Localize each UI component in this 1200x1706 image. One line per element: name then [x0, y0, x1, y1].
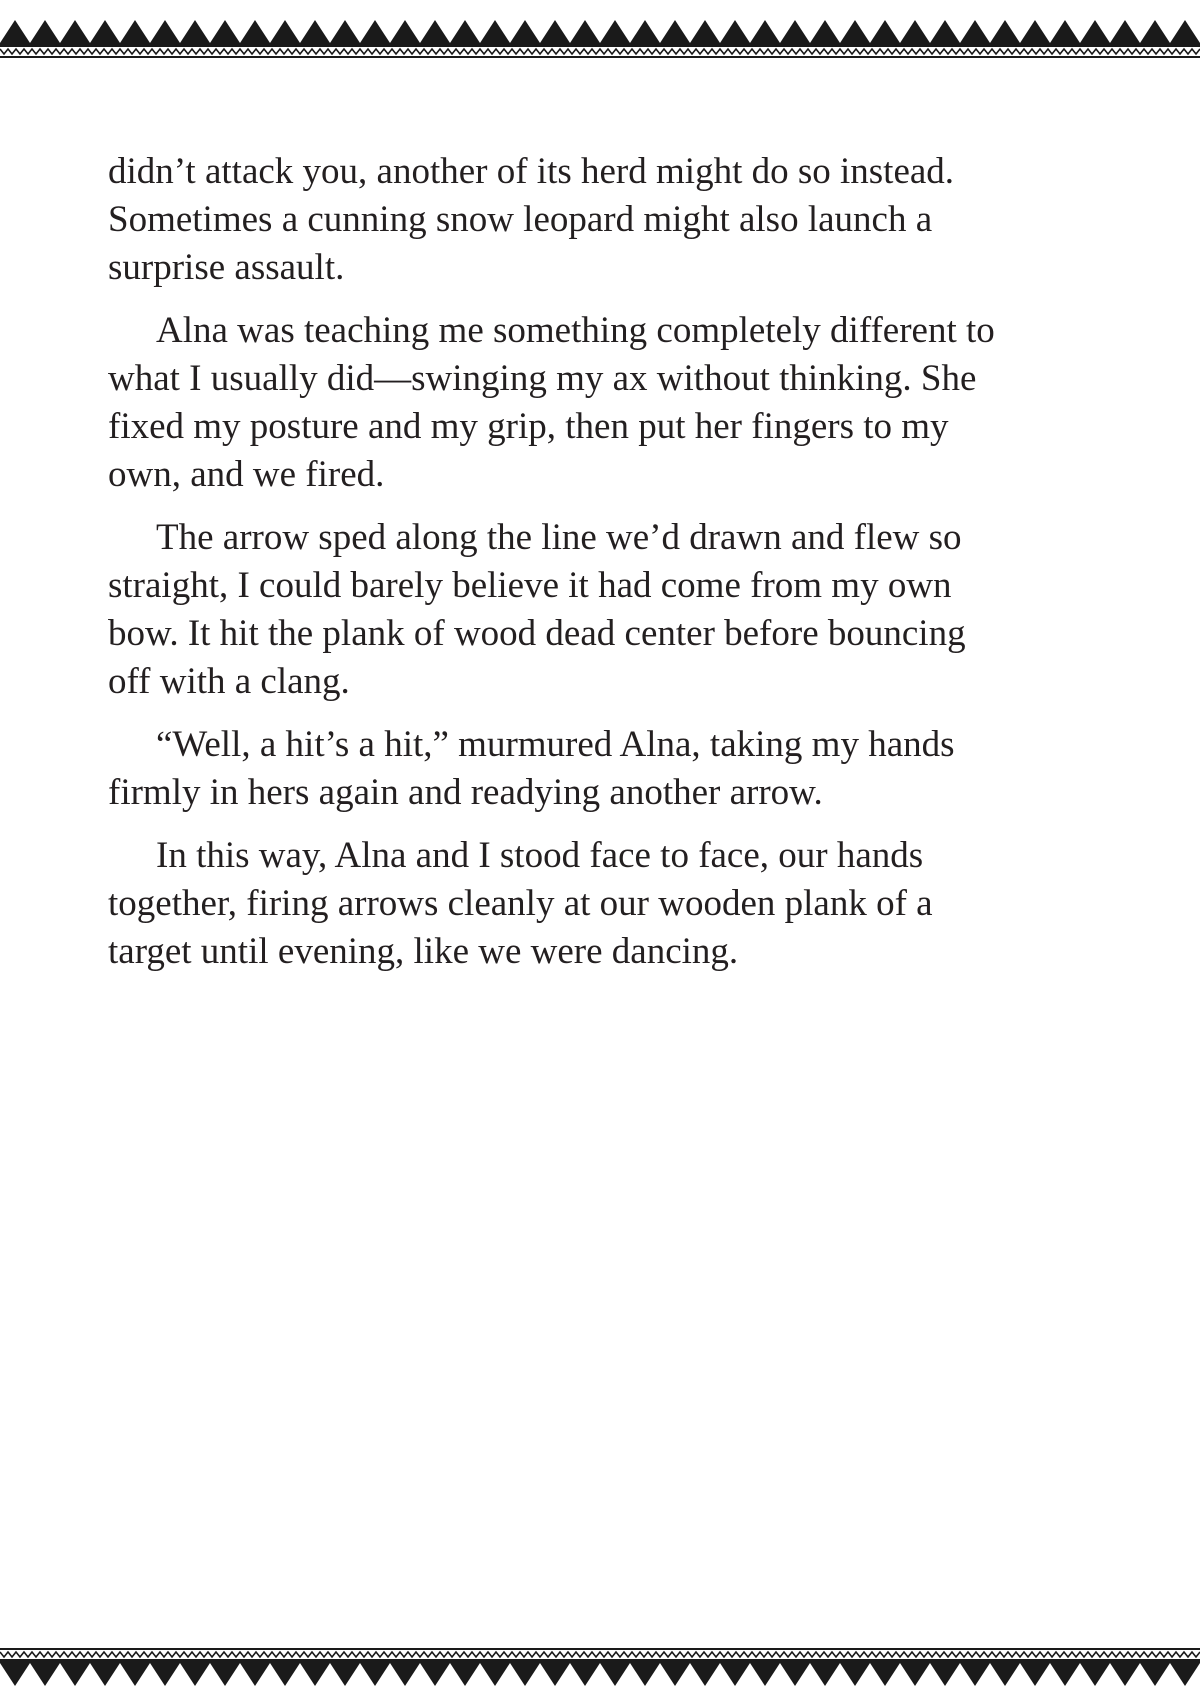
text-line: surprise assault. — [108, 247, 345, 288]
paragraph-3 — [108, 514, 1108, 706]
text-line: bow. It hit the plank of wood dead center before bouncing — [108, 613, 966, 654]
text-line: target until evening, like we were dancing. — [108, 931, 739, 972]
text-line: off with a clang. — [108, 661, 350, 702]
page-text — [108, 148, 1108, 991]
paragraph-1 — [108, 148, 1108, 292]
paragraph-2 — [108, 307, 1108, 499]
text-line: Alna was teaching me something completely different to — [156, 310, 995, 351]
text-line: fixed my posture and my grip, then put her fingers to my — [108, 406, 949, 447]
text-line: together, firing arrows cleanly at our wooden plank of a — [108, 883, 933, 924]
text-line: straight, I could barely believe it had come from my own — [108, 565, 952, 606]
top-decorative-border — [0, 0, 1200, 60]
paragraph-5 — [108, 832, 1108, 976]
text-line: In this way, Alna and I stood face to face, our hands — [156, 835, 924, 876]
text-line: own, and we fired. — [108, 454, 385, 495]
triangle-border-pattern — [0, 1646, 1200, 1706]
text-line: The arrow sped along the line we’d drawn and flew so — [156, 517, 962, 558]
bottom-decorative-border — [0, 1646, 1200, 1706]
text-line: Sometimes a cunning snow leopard might also launch a — [108, 199, 933, 240]
triangle-border-pattern — [0, 0, 1200, 60]
text-line: didn’t attack you, another of its herd might do so instead. — [108, 151, 955, 192]
paragraph-4 — [108, 721, 1108, 817]
text-line: “Well, a hit’s a hit,” murmured Alna, taking my hands — [156, 724, 955, 765]
text-line: what I usually did—swinging my ax without thinking. She — [108, 358, 977, 399]
text-line: firmly in hers again and readying another arrow. — [108, 772, 823, 813]
